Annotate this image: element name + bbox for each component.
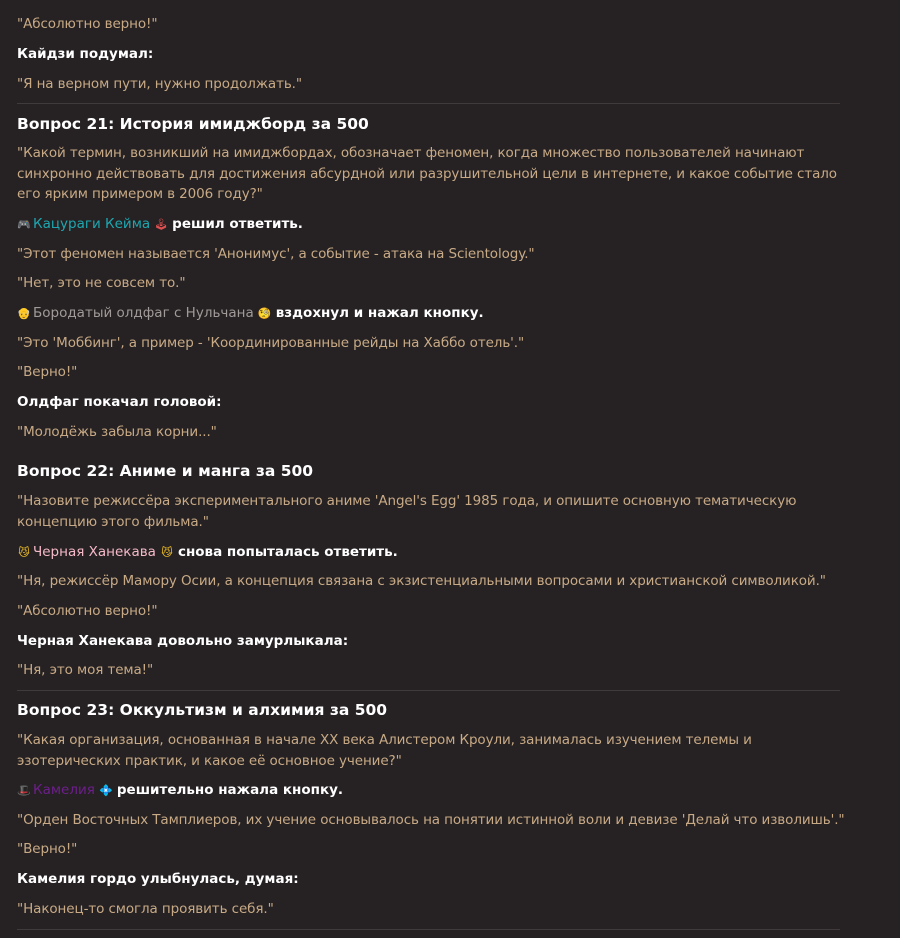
question-text: "Назовите режиссёра экспериментального аниме 'Angel's Egg' 1985 года, и опишите основную тематическую концепцию этого фильма." bbox=[17, 493, 797, 530]
question-title: Вопрос 22: Аниме и манга за 500 bbox=[17, 462, 314, 480]
verdict-line: "Верно!" bbox=[17, 364, 78, 380]
question-title: Вопрос 23: Оккультизм и алхимия за 500 bbox=[17, 701, 388, 719]
player-name[interactable]: Кацураги Кейма bbox=[33, 216, 151, 232]
verdict-line: "Абсолютно верно!" bbox=[17, 603, 158, 619]
divider bbox=[17, 690, 840, 691]
player-action bbox=[17, 780, 857, 801]
verdict-line: "Нет, это не совсем то." bbox=[17, 275, 186, 291]
cat-face-icon: 😼 bbox=[18, 546, 30, 559]
divider bbox=[17, 929, 840, 930]
player-action bbox=[17, 214, 857, 235]
player-name[interactable]: Черная Ханекава bbox=[33, 544, 156, 560]
divider bbox=[17, 103, 840, 104]
reaction-line: "Молодёжь забыла корни..." bbox=[17, 424, 217, 440]
action-text: вздохнул и нажал кнопку. bbox=[275, 305, 484, 321]
answer-line: "Ня, режиссёр Мамору Осии, а концепция связана с экзистенциальными вопросами и христианской символикой." bbox=[17, 573, 826, 589]
reaction-line: "Ня, это моя тема!" bbox=[17, 662, 154, 678]
action-text: снова попыталась ответить. bbox=[177, 544, 398, 560]
reaction-label: Черная Ханекава довольно замурлыкала: bbox=[17, 633, 349, 649]
answer-line: "Этот феномен называется 'Анонимус', а событие - атака на Scientology." bbox=[17, 246, 535, 262]
monocle-face-icon: 🧐 bbox=[257, 307, 272, 320]
verdict-line: "Верно!" bbox=[17, 841, 78, 857]
top-hat-icon: 🎩 bbox=[17, 784, 31, 797]
question-text: "Какая организация, основанная в начале XX века Алистером Кроули, занималась изучением телемы и эзотерических практик, и какое её основное учение?" bbox=[17, 732, 752, 769]
reaction-label: Камелия гордо улыбнулась, думая: bbox=[17, 871, 299, 887]
player-action bbox=[17, 303, 857, 324]
player-action bbox=[17, 542, 857, 563]
joystick-icon: 🕹 bbox=[154, 218, 169, 231]
diamond-icon: 💠 bbox=[99, 784, 113, 797]
old-man-icon: 👴 bbox=[17, 307, 31, 320]
question-text: "Какой термин, возникший на имиджбордах, обозначает феномен, когда множество пользователей начинают синхронно действовать для достижения абсурдной или разрушительной цели в интернете, и какое событие стало его ярким примером в 2006 году?" bbox=[17, 145, 837, 202]
gamepad-icon: 🎮 bbox=[17, 218, 31, 231]
answer-line: "Орден Восточных Тамплиеров, их учение основывалось на понятии истинной воли и девизе 'Делай что изволишь'." bbox=[17, 812, 845, 828]
thought-line: "Я на верном пути, нужно продолжать." bbox=[17, 76, 302, 92]
reaction-line: "Наконец-то смогла проявить себя." bbox=[17, 901, 274, 917]
thought-label: Кайдзи подумал: bbox=[17, 46, 154, 62]
action-text: решил ответить. bbox=[172, 216, 303, 232]
reaction-label: Олдфаг покачал головой: bbox=[17, 394, 222, 410]
answer-line: "Это 'Моббинг', а пример - 'Координированные рейды на Хаббо отель'." bbox=[17, 335, 525, 351]
question-title: Вопрос 21: История имиджборд за 500 bbox=[17, 115, 369, 133]
player-name[interactable]: Камелия bbox=[33, 782, 95, 798]
answer-line: "Абсолютно верно!" bbox=[17, 16, 158, 32]
player-name[interactable]: Бородатый олдфаг с Нульчана bbox=[33, 305, 254, 321]
action-text: решительно нажала кнопку. bbox=[116, 782, 344, 798]
cat-face-icon: 😼 bbox=[161, 546, 173, 559]
